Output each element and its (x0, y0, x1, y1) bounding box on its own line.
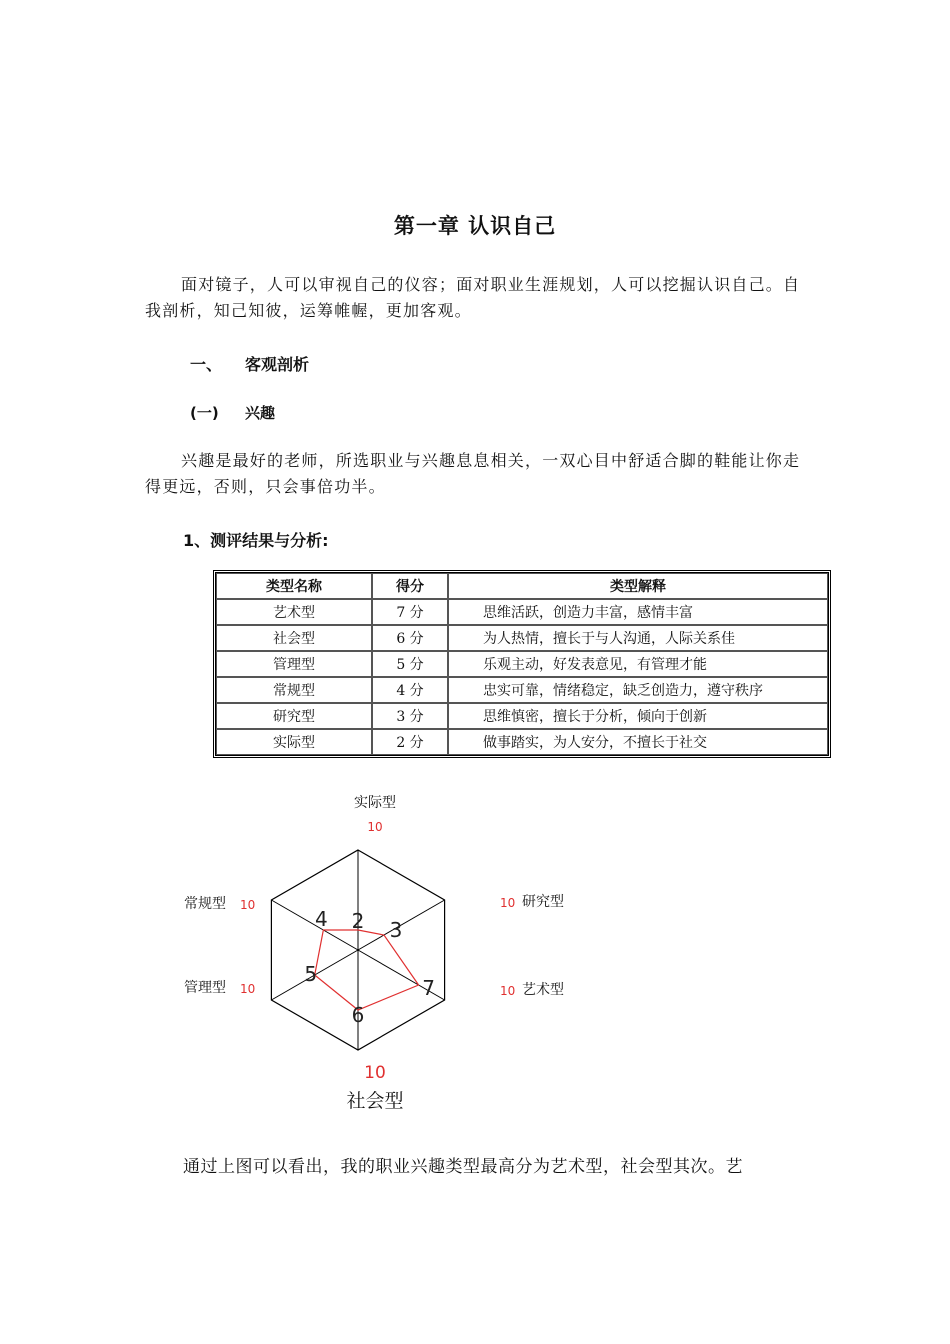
description-cell: 做事踏实，为人安分，不擅长于社交 (448, 729, 828, 755)
radar-value-label: 2 (351, 909, 365, 933)
description-cell: 忠实可靠，情绪稳定，缺乏创造力，遵守秩序 (448, 677, 828, 703)
radar-max-label: 10 (367, 820, 383, 834)
column-header: 类型名称 (216, 573, 372, 599)
table-row (216, 651, 828, 677)
radar-max-label: 10 (364, 1063, 386, 1083)
radar-value-label: 4 (314, 907, 328, 931)
type-name-cell: 常规型 (216, 677, 372, 703)
radar-max-label: 10 (500, 896, 516, 910)
column-header: 得分 (372, 573, 448, 599)
item-heading: 1、测评结果与分析: (183, 531, 329, 550)
radar-max-label: 10 (240, 898, 256, 912)
radar-axis-label: 社会型 (346, 1090, 404, 1112)
subsection-heading (190, 402, 275, 423)
interest-type-table (215, 572, 829, 756)
type-name-cell: 实际型 (216, 729, 372, 755)
radar-series-line (315, 930, 419, 1010)
type-name-cell: 社会型 (216, 625, 372, 651)
description-cell: 为人热情，擅长于与人沟通，人际关系佳 (448, 625, 828, 651)
radar-axis-label: 实际型 (354, 795, 396, 811)
description-cell: 乐观主动，好发表意见，有管理才能 (448, 651, 828, 677)
radar-axis-label: 艺术型 (522, 982, 564, 998)
type-name-cell: 管理型 (216, 651, 372, 677)
section-title: 客观剖析 (245, 355, 310, 374)
subsection-title: 兴趣 (245, 404, 276, 422)
description-cell: 思维活跃，创造力丰富，感情丰富 (448, 599, 828, 625)
subsection-number: (一) (190, 404, 219, 422)
table-row (216, 625, 828, 651)
table-row (216, 599, 828, 625)
interest-radar-chart (170, 785, 630, 1125)
conclusion-text: 通过上图可以看出，我的职业兴趣类型最高分为艺术型，社会型其次。艺 (183, 1157, 743, 1177)
score-cell: 4 分 (372, 677, 448, 703)
score-cell: 6 分 (372, 625, 448, 651)
radar-axis-label: 管理型 (184, 980, 226, 996)
interest-paragraph: 兴趣是最好的老师，所选职业与兴趣息息相关，一双心目中舒适合脚的鞋能让你走得更远，否则，只会事倍功半。 (145, 451, 801, 496)
radar-max-label: 10 (500, 984, 516, 998)
section-heading (190, 352, 309, 375)
radar-max-label: 10 (240, 982, 256, 996)
table-row (216, 703, 828, 729)
intro-paragraph: 面对镜子，人可以审视自己的仪容；面对职业生涯规划，人可以挖掘认识自己。自我剖析，知己知彼，运筹帷幄，更加客观。 (145, 275, 801, 320)
score-cell: 2 分 (372, 729, 448, 755)
table-row (216, 729, 828, 755)
table-row (216, 677, 828, 703)
type-name-cell: 艺术型 (216, 599, 372, 625)
score-cell: 3 分 (372, 703, 448, 729)
radar-value-label: 7 (422, 976, 435, 1000)
radar-value-label: 3 (389, 918, 403, 942)
radar-axis-label: 常规型 (184, 896, 226, 912)
score-cell: 5 分 (372, 651, 448, 677)
radar-value-label: 6 (351, 1003, 365, 1027)
radar-value-label: 5 (304, 962, 318, 986)
type-name-cell: 研究型 (216, 703, 372, 729)
radar-axis-label: 研究型 (522, 894, 564, 910)
chapter-title: 第一章 认识自己 (393, 214, 557, 238)
description-cell: 思维慎密，擅长于分析，倾向于创新 (448, 703, 828, 729)
score-cell: 7 分 (372, 599, 448, 625)
table-header-row (216, 573, 828, 599)
section-number: 一、 (190, 355, 223, 374)
column-header: 类型解释 (448, 573, 828, 599)
